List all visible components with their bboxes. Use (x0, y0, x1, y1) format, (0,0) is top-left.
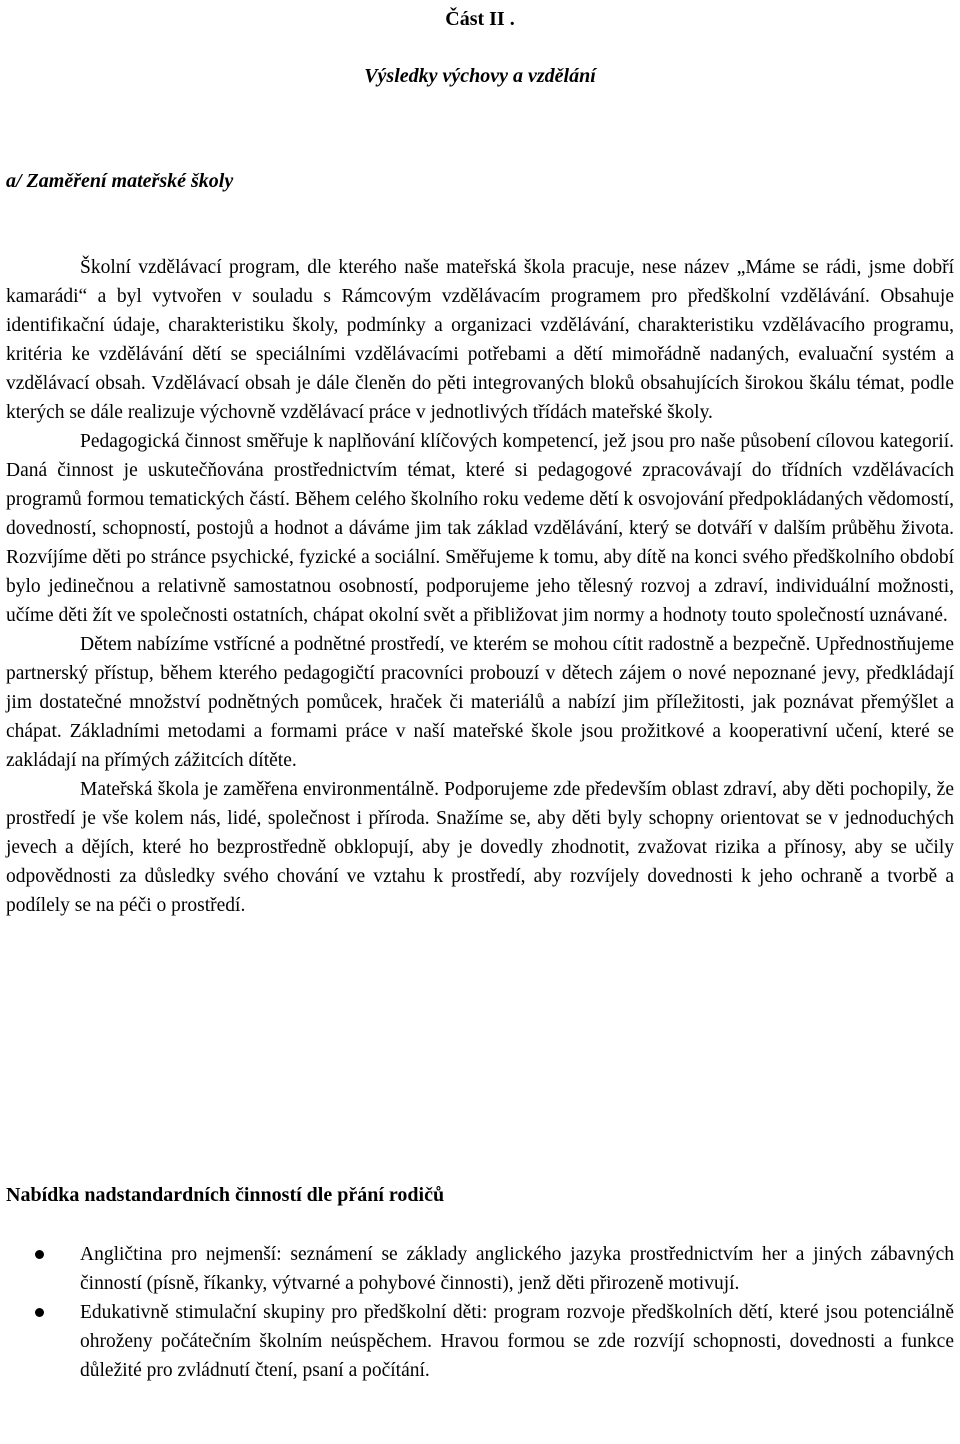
extra-activities-list (6, 1240, 954, 1385)
part-title: Část II . (445, 8, 515, 30)
bullet-icon (35, 1250, 44, 1259)
list-item-text: Angličtina pro nejmenší: seznámení se základy anglického jazyka prostřednictvím her a jiných zábavných činností (písně, říkanky, výtvarné a pohybové činnosti), jenž děti přirozeně motivují. (80, 1244, 954, 1294)
body-text (6, 253, 954, 920)
extra-activities-heading: Nabídka nadstandardních činností dle přání rodičů (6, 1184, 445, 1206)
paragraph: Mateřská škola je zaměřena environmentálně. Podporujeme zde především oblast zdraví, aby děti pochopily, že prostředí je vše kolem nás, lidé, společnost i příroda. Snažíme se, aby děti byly schopny orientovat se v jednoduchých jevech a dějích, které ho bezprostředně obklopují, aby je dovedly zhodnotit, zvažovat rizika a přínosy, aby se učily odpovědnosti za důsledky svého chování ve vztahu k prostředí, aby rozvíjely dovednosti k jeho ochraně a tvorbě a podílely se na péči o prostředí. (6, 779, 954, 916)
list-item (6, 1240, 954, 1298)
paragraph: Dětem nabízíme vstřícné a podnětné prostředí, ve kterém se mohou cítit radostně a bezpečně. Upřednostňujeme partnerský přístup, během kterého pedagogičtí pracovníci probouzí v dětech zájem o nové nepoznané jevy, předkládají jim dostatečné množství podnětných pomůcek, hraček či materiálů a nabízí jim příležitosti, jak poznávat přemýšlet a chápat. Základními metodami a formami práce v naší mateřské škole jsou prožitkové a kooperativní učení, které se zakládají na přímých zážitcích dítěte. (6, 634, 954, 771)
paragraph: Pedagogická činnost směřuje k naplňování klíčových kompetencí, jež jsou pro naše působení cílovou kategorií. Daná činnost je uskutečňována prostřednictvím témat, které si pedagogové zpracovávají do třídních vzdělávacích programů formou tematických částí. Během celého školního roku vedeme dětí k osvojování předpokládaných vědomostí, dovedností, schopností, postojů a hodnot a dáváme jim tak základ vzdělávání, který se dotváří v dalším průběhu života. Rozvíjíme děti po stránce psychické, fyzické a sociální. Směřujeme k tomu, aby dítě na konci svého předškolního období bylo jedinečnou a relativně samostatnou osobností, podporujeme jeho tělesný rozvoj a zdraví, individuální možnosti, učíme děti žít ve společnosti ostatních, chápat okolní svět a přibližovat jim normy a hodnoty touto společností uznávané. (6, 431, 954, 626)
list-item (6, 1298, 954, 1385)
list-item-text: Edukativně stimulační skupiny pro předškolní děti: program rozvoje předškolních dětí, které jsou potenciálně ohroženy počátečním školním neúspěchem. Hravou formou se zde rozvíjí schopnosti, dovednosti a funkce důležité pro zvládnutí čtení, psaní a počítání. (80, 1302, 954, 1381)
section-heading: a/ Zaměření mateřské školy (6, 170, 234, 192)
paragraph: Školní vzdělávací program, dle kterého naše mateřská škola pracuje, nese název „Máme se rádi, jsme dobří kamarádi“ a byl vytvořen v souladu s Rámcovým vzdělávacím programem pro předškolní vzdělávání. Obsahuje identifikační údaje, charakteristiku školy, podmínky a organizaci vzdělávání, charakteristiku vzdělávacího programu, kritéria ke vzdělávání dětí se speciálními vzdělávacími potřebami a dětí mimořádně nadaných, evaluační systém a vzdělávací obsah. Vzdělávací obsah je dále členěn do pěti integrovaných bloků obsahujících širokou škálu témat, podle kterých se dále realizuje výchovně vzdělávací práce v jednotlivých třídách mateřské školy. (6, 257, 954, 423)
main-title: Výsledky výchovy a vzdělání (364, 65, 596, 87)
bullet-icon (35, 1308, 44, 1317)
